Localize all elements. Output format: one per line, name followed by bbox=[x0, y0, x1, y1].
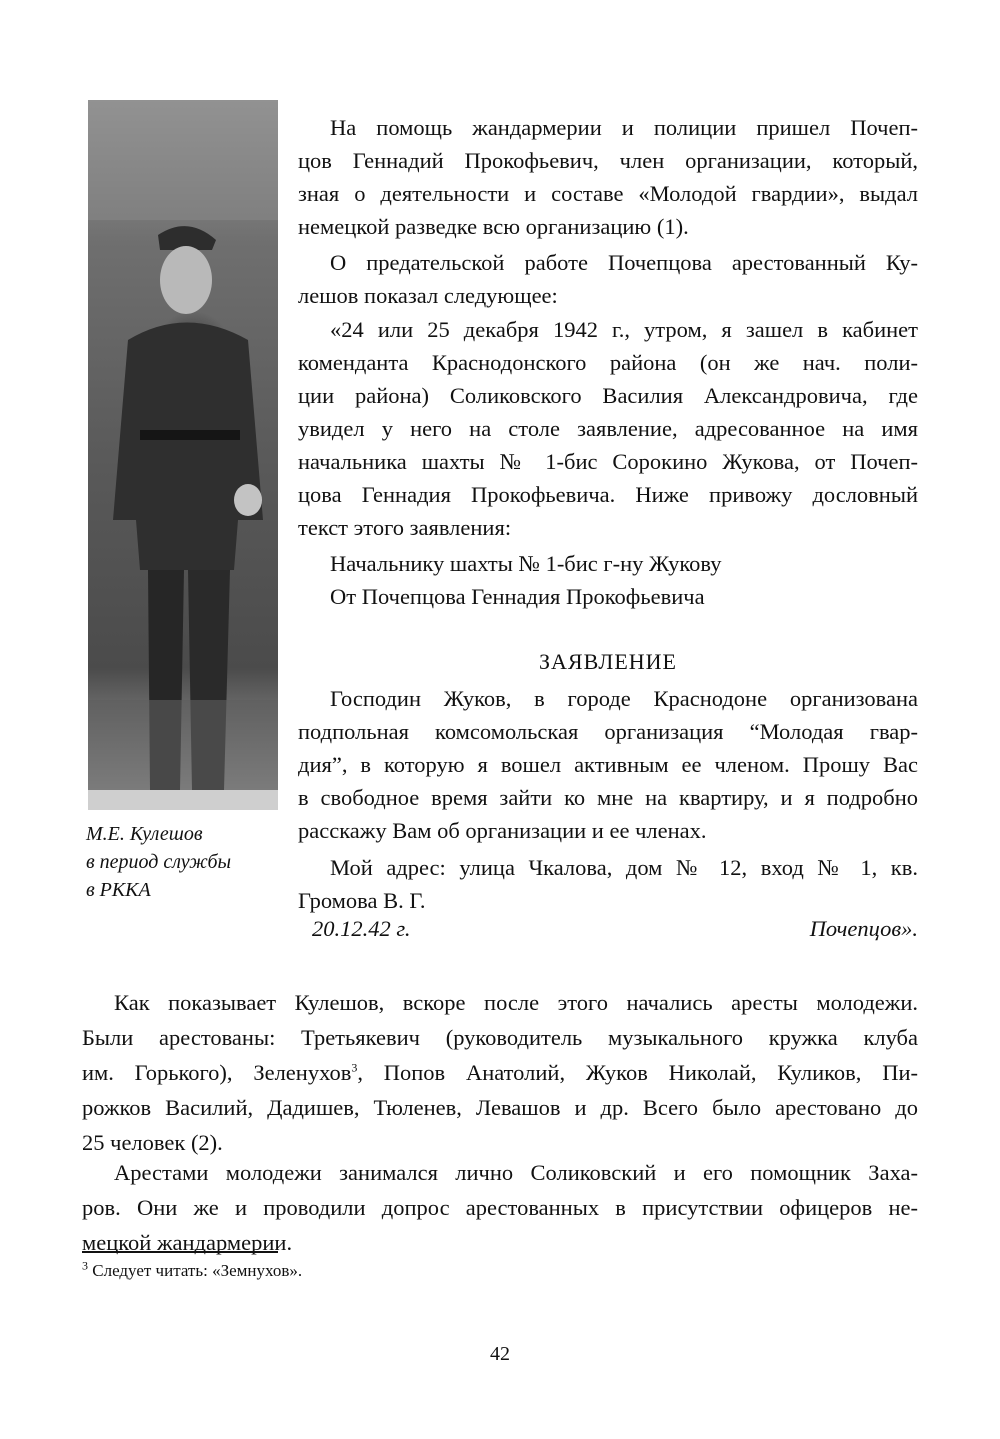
address-line: Начальнику шахты № 1-бис г-ну Жукову bbox=[330, 551, 722, 576]
caption-line: в РККА bbox=[86, 879, 151, 901]
text-line: коменданта Краснодонского района (он же нач. поли- bbox=[298, 350, 918, 375]
text-line: ров. Они же и проводили допрос арестованных в присутствии офицеров не- bbox=[82, 1195, 918, 1220]
text-line: На помощь жандармерии и полиции пришел Почеп- bbox=[330, 115, 918, 140]
statement-heading: ЗАЯВЛЕНИЕ bbox=[539, 649, 677, 674]
text-line: немецкой разведке всю организацию (1). bbox=[298, 214, 689, 239]
text-line: Как показывает Кулешов, вскоре после этого начались аресты молодежи. bbox=[114, 990, 918, 1015]
footnote bbox=[82, 1258, 303, 1281]
text-fragment: им. Горького), Зеленухов bbox=[82, 1060, 352, 1085]
text-fragment: Пи- bbox=[882, 1060, 918, 1085]
paragraph-kuleshov-testimony-intro bbox=[298, 246, 918, 312]
text-line: Были арестованы: Третьякевич (руководитель музыкального кружка клуба bbox=[82, 1025, 918, 1050]
statement-address bbox=[298, 547, 918, 613]
text-line: Арестами молодежи занимался лично Соликовский и его помощник Заха- bbox=[114, 1160, 918, 1185]
text-line: рожков Василий, Дадишев, Тюленев, Левашов и др. Всего было арестовано до bbox=[82, 1095, 918, 1120]
paragraph-betrayal bbox=[298, 111, 918, 243]
text-line: расскажу Вам об организации и ее членах. bbox=[298, 818, 707, 843]
statement-address-body bbox=[298, 851, 918, 917]
text-line: Громова В. Г. bbox=[298, 888, 426, 913]
photo-caption bbox=[86, 820, 286, 904]
address-line: От Почепцова Геннадия Прокофьевича bbox=[330, 584, 705, 609]
footnote-reference: 3 bbox=[351, 1060, 358, 1075]
text-line: начальника шахты № 1-бис Сорокино Жукова, от Почеп- bbox=[298, 449, 918, 474]
text-line: цов Геннадий Прокофьевич, член организации, который, bbox=[298, 148, 918, 173]
text-line: зная о деятельности и составе «Молодой гвардии», выдал bbox=[298, 181, 918, 206]
text-line: цова Геннадия Прокофьевича. Ниже привожу дословный bbox=[298, 482, 918, 507]
text-line: Господин Жуков, в городе Краснодоне организована bbox=[330, 686, 918, 711]
footnote-text: Следует читать: «Земнухов». bbox=[88, 1261, 303, 1280]
paragraph-arrests bbox=[82, 985, 918, 1160]
footnote-mark: 3 bbox=[82, 1258, 88, 1273]
caption-line: в период службы bbox=[86, 851, 232, 873]
page-number: 42 bbox=[490, 1343, 510, 1365]
text-line: мецкой жандармерии. bbox=[82, 1230, 293, 1255]
text-line: 25 человек (2). bbox=[82, 1130, 223, 1155]
text-fragment: , Попов Анатолий, Жуков Николай, Куликов, bbox=[357, 1060, 862, 1085]
text-line: О предательской работе Почепцова арестованный Ку- bbox=[330, 250, 918, 275]
text-line bbox=[82, 1055, 918, 1090]
paragraph-testimony-quote bbox=[298, 313, 918, 544]
text-line: лешов показал следующее: bbox=[298, 283, 558, 308]
text-line: ции района) Соликовского Василия Александровича, где bbox=[298, 383, 918, 408]
paragraph-interrogations bbox=[82, 1155, 918, 1260]
statement-date: 20.12.42 г. bbox=[312, 916, 411, 941]
text-line: Мой адрес: улица Чкалова, дом № 12, вход № 1, кв. bbox=[330, 855, 918, 880]
text-line: подпольная комсомольская организация “Молодая гвар- bbox=[298, 719, 918, 744]
footnote-divider bbox=[82, 1251, 278, 1253]
text-line: увидел у него на столе заявление, адресованное на имя bbox=[298, 416, 918, 441]
text-line: текст этого заявления: bbox=[298, 515, 512, 540]
text-line: «24 или 25 декабря 1942 г., утром, я зашел в кабинет bbox=[330, 317, 918, 342]
soldier-photo bbox=[88, 100, 278, 810]
statement-signature: Почепцов». bbox=[809, 916, 918, 941]
caption-line: М.Е. Кулешов bbox=[86, 823, 203, 845]
statement-body bbox=[298, 682, 918, 847]
text-line: в свободное время зайти ко мне на квартиру, и я подробно bbox=[298, 785, 918, 810]
soldier-silhouette bbox=[88, 100, 278, 810]
text-line: дия”, в которую я вошел активным ее членом. Прошу Вас bbox=[298, 752, 918, 777]
